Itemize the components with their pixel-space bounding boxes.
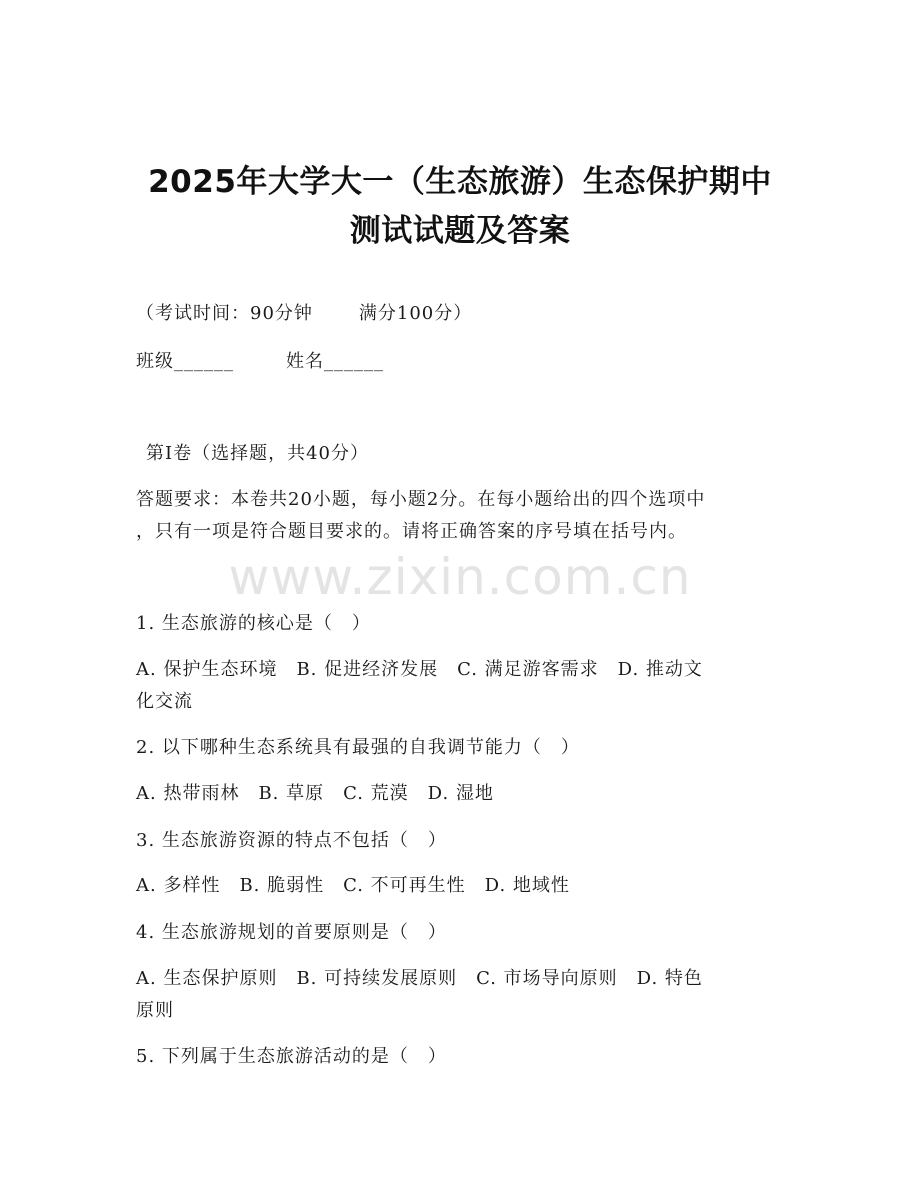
name-field: 姓名______: [286, 351, 384, 372]
question-1-options-line-2: 化交流: [136, 691, 193, 712]
question-1-stem: 1. 生态旅游的核心是（ ）: [136, 613, 371, 634]
question-5-stem: 5. 下列属于生态旅游活动的是（ ）: [136, 1046, 447, 1067]
watermark: www.zixin.com.cn: [228, 548, 692, 606]
question-4-stem: 4. 生态旅游规划的首要原则是（ ）: [136, 922, 447, 943]
question-3-options: A. 多样性 B. 脆弱性 C. 不可再生性 D. 地域性: [136, 875, 570, 896]
question-2-stem: 2. 以下哪种生态系统具有最强的自我调节能力（ ）: [136, 737, 580, 758]
question-4-options-line-1: A. 生态保护原则 B. 可持续发展原则 C. 市场导向原则 D. 特色: [136, 968, 703, 989]
question-3-stem: 3. 生态旅游资源的特点不包括（ ）: [136, 830, 447, 851]
question-4-options-line-2: 原则: [136, 1000, 174, 1021]
student-info: [136, 346, 384, 378]
document-title-line-1: 2025年大学大一（生态旅游）生态保护期中: [148, 164, 772, 200]
exam-info: [136, 298, 472, 330]
question-1-options-line-1: A. 保护生态环境 B. 促进经济发展 C. 满足游客需求 D. 推动文: [136, 659, 703, 680]
instructions-line-1: 答题要求：本卷共20小题，每小题2分。在每小题给出的四个选项中: [136, 489, 706, 510]
question-2-options: A. 热带雨林 B. 草原 C. 荒漠 D. 湿地: [136, 783, 494, 804]
instructions-line-2: ，只有一项是符合题目要求的。请将正确答案的序号填在括号内。: [136, 521, 687, 542]
class-field: 班级______: [136, 351, 234, 372]
exam-time: （考试时间：90分钟: [136, 303, 313, 324]
document-title-line-2: 测试试题及答案: [349, 213, 571, 249]
section-heading: 第I卷（选择题，共40分）: [146, 443, 370, 464]
exam-score: 满分100分）: [358, 303, 473, 324]
